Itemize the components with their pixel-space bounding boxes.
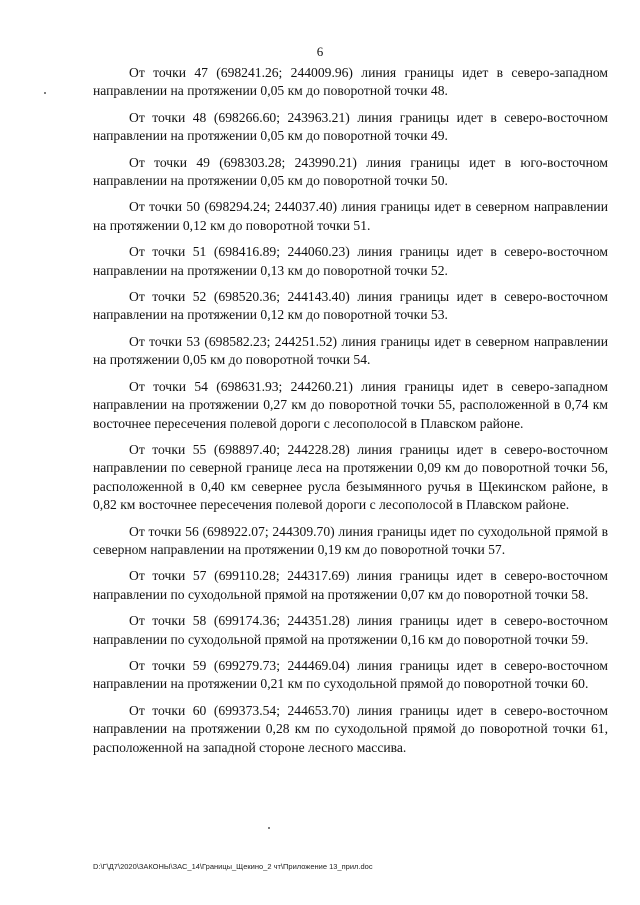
boundary-paragraph: От точки 49 (698303.28; 243990.21) линия границы идет в юго-восточном направлении на протяжении 0,05 км до поворотной точки 50. — [93, 154, 608, 189]
document-body — [93, 64, 608, 765]
boundary-paragraph: От точки 50 (698294.24; 244037.40) линия границы идет в северном направлении на протяжении 0,12 км до поворотной точки 51. — [93, 199, 608, 233]
boundary-paragraph: От точки 52 (698520.36; 244143.40) линия границы идет в северо-восточном направлении на протяжении 0,12 км до поворотной точки 53. — [93, 289, 608, 323]
boundary-paragraph: От точки 54 (698631.93; 244260.21) линия границы идет в северо-западном направлении на протяжении 0,27 км до поворотной точки 55, расположенной в 0,74 км восточнее пересечения полевой дороги с лесополосой в Плавском районе. — [93, 378, 608, 431]
scan-speck — [44, 92, 46, 94]
boundary-paragraph: От точки 56 (698922.07; 244309.70) линия границы идет по суходольной прямой в северном направлении на протяжении 0,19 км до поворотной точки 57. — [93, 523, 608, 557]
page-number: 6 — [316, 44, 324, 59]
boundary-paragraph: От точки 59 (699279.73; 244469.04) линия границы идет в северо-восточном направлении на протяжении 0,21 км по суходольной прямой до поворотной точки 60. — [93, 657, 608, 692]
file-path-footer: D:\Г\Д7\2020\ЗАКОНЫ\ЗАС_14\Границы_Щекино_2 чт\Приложение 13_прил.doc — [93, 862, 373, 871]
boundary-paragraph: От точки 58 (699174.36; 244351.28) линия границы идет в северо-восточном направлении по суходольной прямой на протяжении 0,16 км до поворотной точки 59. — [93, 613, 608, 647]
boundary-paragraph: От точки 57 (699110.28; 244317.69) линия границы идет в северо-восточном направлении по суходольной прямой на протяжении 0,07 км до поворотной точки 58. — [93, 568, 608, 602]
boundary-paragraph: От точки 55 (698897.40; 244228.28) линия границы идет в северо-восточном направлении по северной границе леса на протяжении 0,09 км до поворотной точки 56, расположенной в 0,40 км севернее русла безымянного ручья в Щекинском районе, в 0,82 км восточнее пересечения полевой дороги с лесополосой в Плавском районе. — [93, 441, 608, 513]
scan-speck — [268, 827, 270, 829]
boundary-paragraph: От точки 47 (698241.26; 244009.96) линия границы идет в северо-западном направлении на протяжении 0,05 км до поворотной точки 48. — [93, 65, 608, 99]
boundary-paragraph: От точки 48 (698266.60; 243963.21) линия границы идет в северо-восточном направлении на протяжении 0,05 км до поворотной точки 49. — [93, 109, 608, 144]
boundary-paragraph: От точки 53 (698582.23; 244251.52) линия границы идет в северном направлении на протяжении 0,05 км до поворотной точки 54. — [93, 333, 608, 368]
boundary-paragraph: От точки 60 (699373.54; 244653.70) линия границы идет в северо-восточном направлении на протяжении 0,28 км по суходольной прямой до поворотной точки 61, расположенной на западной стороне лесного массива. — [93, 702, 608, 755]
boundary-paragraph: От точки 51 (698416.89; 244060.23) линия границы идет в северо-восточном направлении на протяжении 0,13 км до поворотной точки 52. — [93, 244, 608, 278]
